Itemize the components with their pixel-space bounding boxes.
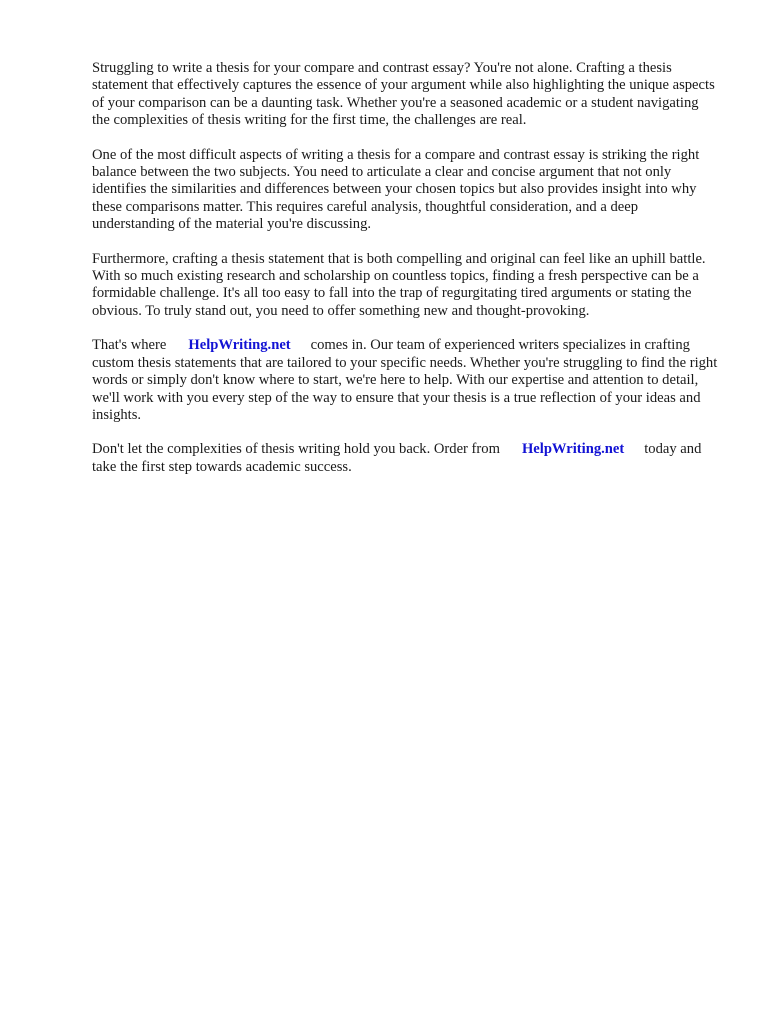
paragraph-cta-lead: Don't let the complexities of thesis writing hold you back. Order from bbox=[92, 441, 500, 458]
paragraph-originality: Furthermore, crafting a thesis statement that is both compelling and original can feel like an uphill battle. With so much existing research and scholarship on countless topics, finding a fresh perspective can be a formidable challenge. It's all too easy to fall into the trap of regurgitating tired arguments or stating the obvious. To truly stand out, you need to offer something new and thought-provoking. bbox=[92, 250, 706, 319]
paragraph-call-to-action bbox=[92, 441, 718, 476]
paragraph-cta-rest: today and take the first step towards academic success. bbox=[92, 441, 702, 475]
document-body bbox=[92, 60, 718, 493]
paragraph-service-rest: comes in. Our team of experienced writers specializes in crafting custom thesis statements that are tailored to your specific needs. Whether you're struggling to find the right words or simply don't know where to start, we're here to help. With our expertise and attention to detail, we'll work with you every step of the way to ensure that your thesis is a true reflection of your ideas and insights. bbox=[92, 337, 718, 423]
paragraph-service-lead: That's where bbox=[92, 337, 167, 354]
helpwriting-order-link[interactable]: HelpWriting.net bbox=[521, 441, 625, 458]
paragraph-service bbox=[92, 337, 718, 424]
helpwriting-link[interactable]: HelpWriting.net bbox=[188, 337, 291, 354]
paragraph-balance: One of the most difficult aspects of writing a thesis for a compare and contrast essay is striking the right balance between the two subjects. You need to articulate a clear and concise argument that not only identifies the similarities and differences between your chosen topics but also provides insight into why these comparisons matter. This requires careful analysis, thoughtful consideration, and a deep understanding of the material you're discussing. bbox=[92, 146, 700, 233]
paragraph-intro: Struggling to write a thesis for your compare and contrast essay? You're not alone. Crafting a thesis statement that effectively captures the essence of your argument while also highlighting the unique aspects of your comparison can be a daunting task. Whether you're a seasoned academic or a student navigating the complexities of thesis writing for the first time, the challenges are real. bbox=[92, 60, 715, 129]
